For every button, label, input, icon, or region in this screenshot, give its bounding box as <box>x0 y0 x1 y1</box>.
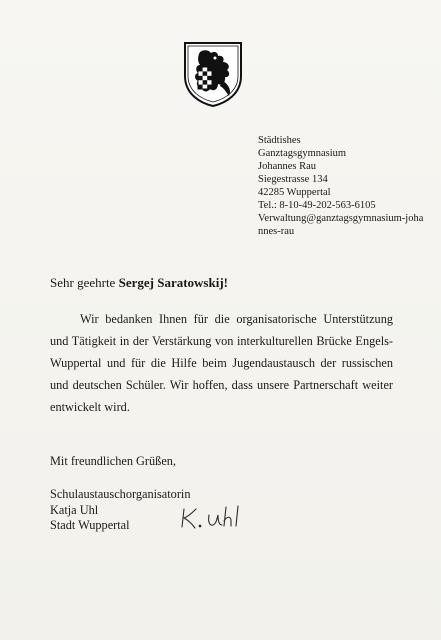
lion-coat-of-arms-icon <box>182 40 244 108</box>
address-phone: Tel.: 8-10-49-202-563-6105 <box>258 200 376 211</box>
sender-address <box>258 134 438 238</box>
handwritten-signature <box>178 503 258 533</box>
signature-block <box>50 487 190 534</box>
address-line-5: 42285 Wuppertal <box>258 187 331 198</box>
address-line-4: Siegestrasse 134 <box>258 174 328 185</box>
letter-body: Wir bedanken Ihnen für die organisatorische Unterstützung und Tätigkeit in der Verstärkung von interkulturellen Brücke Engels-Wuppertal und für die Hilfe beim Jugendaustausch der russischen und deutschen Schüler. Wir hoffen, dass unsere Partnerschaft weiter entwickelt wird. <box>50 312 393 414</box>
recipient-name: Sergej Saratowskij! <box>118 275 228 290</box>
salutation <box>50 275 228 291</box>
salutation-prefix: Sehr geehrte <box>50 275 119 290</box>
address-line-3: Johannes Rau <box>258 161 317 172</box>
address-line-2: Ganztagsgymnasium <box>258 148 347 159</box>
address-email[interactable]: Verwaltung@ganztagsgymnasium-johannes-rau <box>258 213 424 237</box>
signer-name: Katja Uhl <box>50 502 99 517</box>
signer-org: Stadt Wuppertal <box>50 518 130 532</box>
signer-role: Schulaustauschorganisatorin <box>50 487 191 501</box>
address-line-1: Städtishes <box>258 135 301 146</box>
closing-line: Mit freundlichen Grüßen, <box>50 454 177 468</box>
